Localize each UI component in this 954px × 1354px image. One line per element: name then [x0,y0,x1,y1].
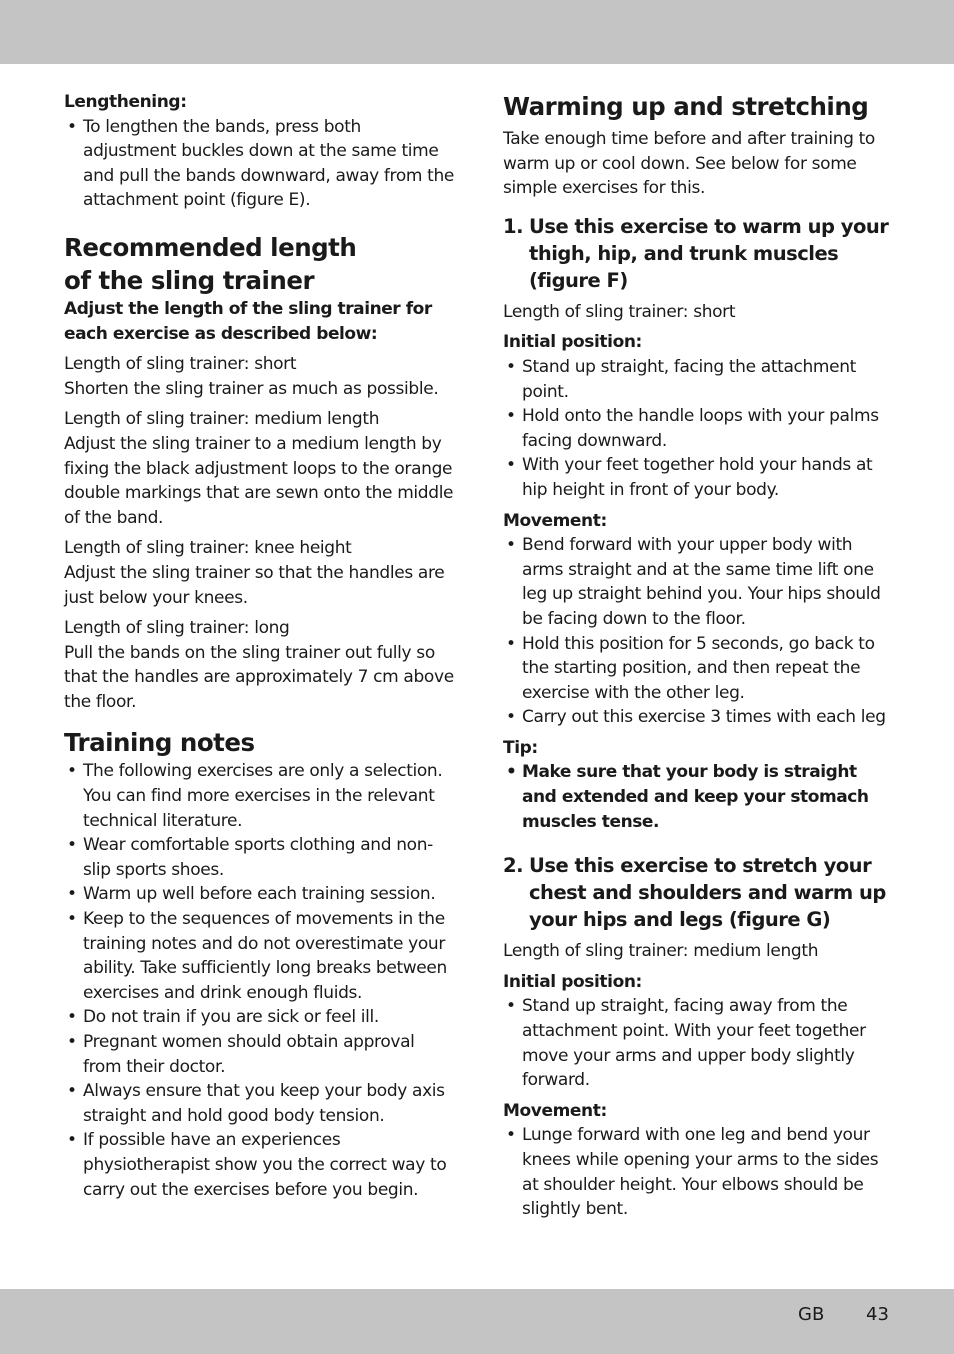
exercise-number: 1. [503,214,523,238]
warming-up-intro: Take enough time before and after training to warm up or cool down. See below for some simple exercises for this. [503,129,875,199]
exercise-1-movement-list [503,533,895,730]
list-item: • Do not train if you are sick or feel ill. [64,1005,456,1030]
list-item: • If possible have an experiences physiotherapist show you the correct way to carry out the exercises before you begin. [64,1128,456,1202]
length-block: Length of sling trainer: long Pull the bands on the sling trainer out fully so that the handles are approximately 7 cm above the floor. [64,618,454,712]
lengthening-list [64,115,456,213]
initial-position-label: Initial position: [503,971,642,992]
exercise-number: 2. [503,854,523,878]
list-item: • Make sure that your body is straight and extended and keep your stomach muscles tense. [503,760,895,834]
warming-up-heading: Warming up and stretching [503,92,869,121]
training-notes-list [64,759,456,1202]
lengthening-label: Lengthening: [64,92,187,112]
length-block: Length of sling trainer: short Shorten the sling trainer as much as possible. [64,354,439,399]
exercise-2-initial-list [503,994,895,1092]
page-number: 43 [866,1304,889,1325]
length-block: Length of sling trainer: medium length Adjust the sling trainer to a medium length by fixing the black adjustment loops to the orange double markings that are sewn onto the middle of the band. [64,409,454,528]
left-column [64,90,456,1202]
list-item: • Wear comfortable sports clothing and non-slip sports shoes. [64,833,456,882]
list-item: • Lunge forward with one leg and bend your knees while opening your arms to the sides at shoulder height. Your elbows should be slightly bent. [503,1123,895,1221]
list-item: • Carry out this exercise 3 times with each leg [503,705,895,730]
recommended-intro: Adjust the length of the sling trainer for each exercise as described below: [64,298,432,344]
exercise-1-initial-list [503,355,895,503]
list-item: • Hold onto the handle loops with your palms facing downward. [503,404,895,453]
list-item: • Bend forward with your upper body with arms straight and at the same time lift one leg up straight behind you. Your hips should be facing down to the floor. [503,533,895,631]
list-item: • Pregnant women should obtain approval from their doctor. [64,1030,456,1079]
movement-label: Movement: [503,1100,607,1121]
right-column [503,90,895,1222]
exercise-1-heading [503,213,895,294]
list-item: • Warm up well before each training session. [64,882,456,907]
list-item: • With your feet together hold your hands at hip height in front of your body. [503,453,895,502]
exercise-2-length: Length of sling trainer: medium length [503,941,819,962]
exercise-2-heading [503,852,895,933]
tip-label: Tip: [503,737,538,758]
exercise-title: Use this exercise to stretch your chest and shoulders and warm up your hips and legs (figure G) [529,854,886,932]
exercise-2-movement-list [503,1123,895,1221]
tip-list [503,760,895,834]
footer-language: GB [798,1304,825,1325]
list-item: • Keep to the sequences of movements in the training notes and do not overestimate your ability. Take sufficiently long breaks between exercises and drink enough fluids. [64,907,456,1005]
list-item: • To lengthen the bands, press both adjustment buckles down at the same time and pull the bands downward, away from the attachment point (figure E). [64,115,456,213]
recommended-length-heading: Recommended length of the sling trainer [64,232,357,295]
movement-label: Movement: [503,510,607,531]
list-item: • Always ensure that you keep your body axis straight and hold good body tension. [64,1079,456,1128]
exercise-title: Use this exercise to warm up your thigh, hip, and trunk muscles (figure F) [529,214,889,292]
list-item: • Stand up straight, facing away from the attachment point. With your feet together move your arms and upper body slightly forward. [503,994,895,1092]
training-notes-heading: Training notes [64,728,255,758]
initial-position-label: Initial position: [503,332,642,353]
list-item: • Hold this position for 5 seconds, go back to the starting position, and then repeat the exercise with the other leg. [503,632,895,706]
exercise-1-length: Length of sling trainer: short [503,301,736,322]
header-band [0,0,954,64]
list-item: • The following exercises are only a selection. You can find more exercises in the relevant technical literature. [64,759,456,833]
length-block: Length of sling trainer: knee height Adjust the sling trainer so that the handles are just below your knees. [64,538,445,608]
list-item: • Stand up straight, facing the attachment point. [503,355,895,404]
